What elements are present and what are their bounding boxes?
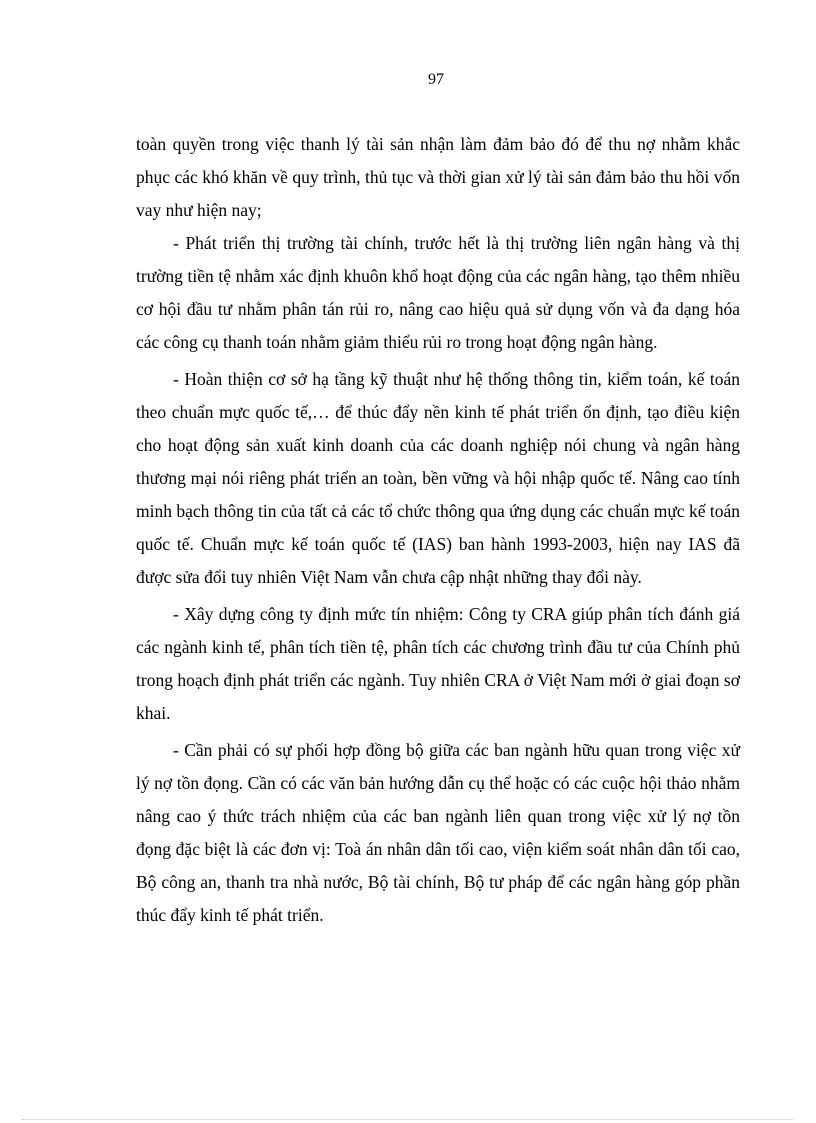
paragraph-continuation: toàn quyền trong việc thanh lý tài sản nhận làm đảm bảo đó để thu nợ nhằm khắc phục các khó khăn về quy trình, thủ tục và thời gian xử lý tài sản đảm bảo thu hồi vốn vay như hiện nay; [136,134,740,220]
paragraph-infrastructure: - Hoàn thiện cơ sở hạ tầng kỹ thuật như hệ thống thông tin, kiểm toán, kế toán theo chuẩn mực quốc tế,… để thúc đẩy nền kinh tế phát triển ổn định, tạo điều kiện cho hoạt động sản xuất kinh doanh của các doanh nghiệp nói chung và ngân hàng thương mại nói riêng phát triển an toàn, bền vững và hội nhập quốc tế. Nâng cao tính minh bạch thông tin của tất cả các tổ chức thông qua ứng dụng các chuẩn mực kế toán quốc tế. Chuẩn mực kế toán quốc tế (IAS) ban hành 1993-2003, hiện nay IAS đã được sửa đổi tuy nhiên Việt Nam vẫn chưa cập nhật những thay đổi này. [136,369,740,587]
paragraph-financial-market: - Phát triển thị trường tài chính, trước hết là thị trường liên ngân hàng và thị trường tiền tệ nhằm xác định khuôn khổ hoạt động của các ngân hàng, tạo thêm nhiều cơ hội đầu tư nhằm phân tán rủi ro, nâng cao hiệu quả sử dụng vốn và đa dạng hóa các công cụ thanh toán nhằm giảm thiểu rủi ro trong hoạt động ngân hàng. [136,233,740,352]
page-number: 97 [428,71,444,88]
body-text [136,128,740,932]
paragraph-credit-rating: - Xây dựng công ty định mức tín nhiệm: Công ty CRA giúp phân tích đánh giá các ngành kinh tế, phân tích tiền tệ, phân tích các chương trình đầu tư của Chính phủ trong hoạch định phát triển các ngành. Tuy nhiên CRA ở Việt Nam mới ở giai đoạn sơ khai. [136,604,740,723]
page-bottom-divider [22,1119,794,1120]
paragraph-coordination: - Cần phải có sự phối hợp đồng bộ giữa các ban ngành hữu quan trong việc xử lý nợ tồn đọng. Cần có các văn bản hướng dẫn cụ thể hoặc có các cuộc hội thảo nhằm nâng cao ý thức trách nhiệm của các ban ngành liên quan trong việc xử lý nợ tồn đọng đặc biệt là các đơn vị: Toà án nhân dân tối cao, viện kiểm soát nhân dân tối cao, Bộ công an, thanh tra nhà nước, Bộ tài chính, Bộ tư pháp để các ngân hàng góp phần thúc đẩy kinh tế phát triển. [136,740,740,925]
